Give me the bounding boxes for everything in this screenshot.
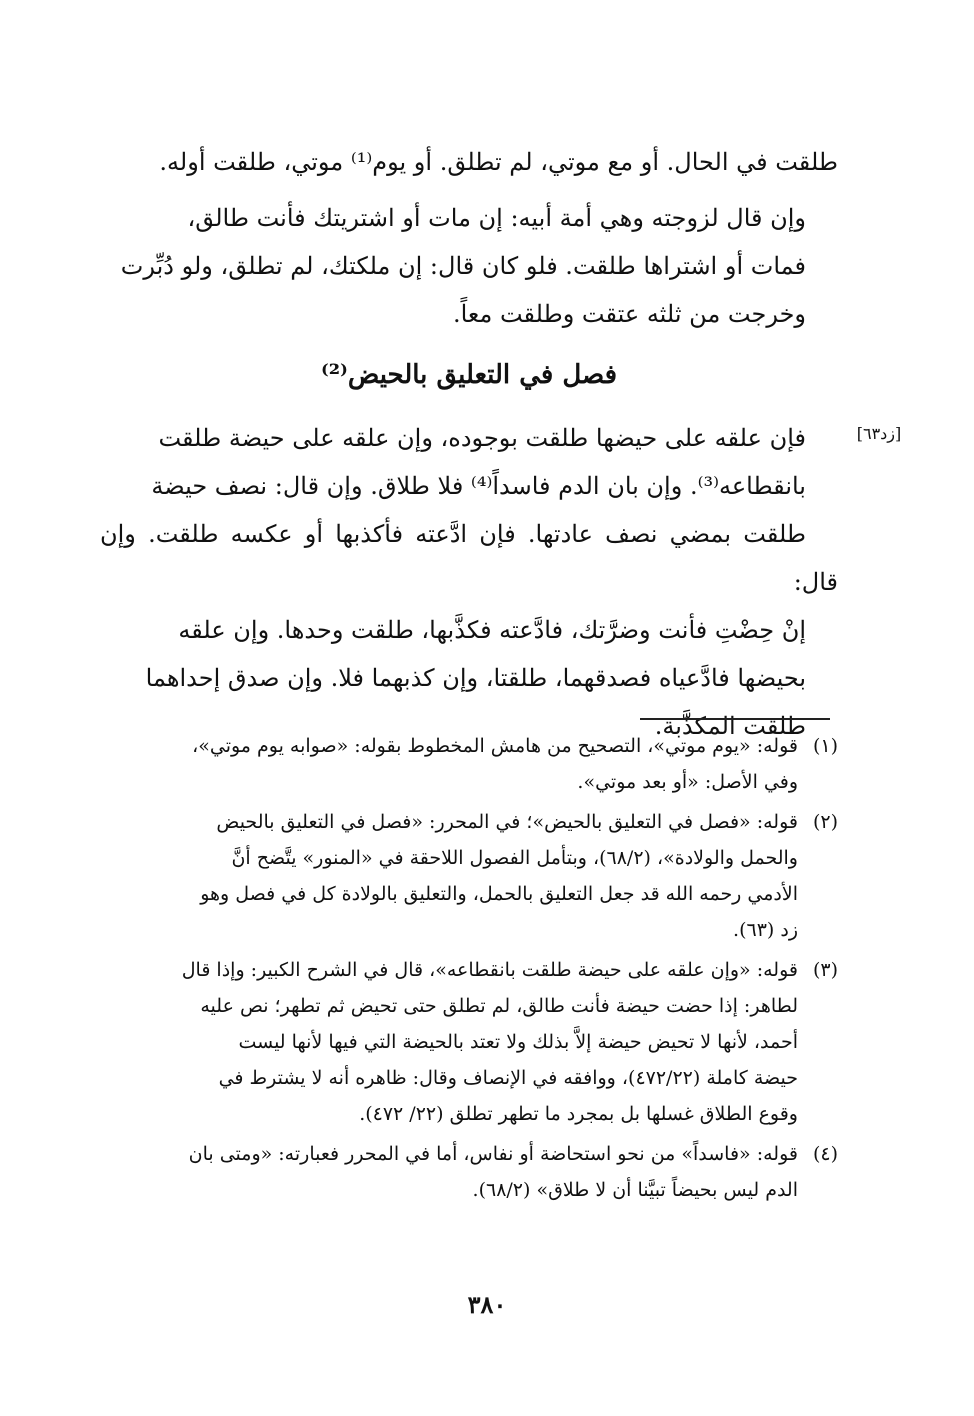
text-line: الدم ليس بحيضاً تبيَّنا أن لا طلاق» (٦٨/٢).: [472, 1179, 798, 1201]
text-line: حيضة كاملة (٤٧٢/٢٢)، ووافقه في الإنصاف وقال: ظاهره أنه لا يشترط في: [218, 1067, 798, 1089]
paragraph-3: [100, 414, 838, 750]
footnote-text: [100, 728, 798, 800]
text-line: والحمل والولادة»، (٦٨/٢)، وبتأمل الفصول اللاحقة في «المنور» يتَّضح أنَّ: [231, 847, 798, 869]
footnote-number: (٢): [812, 811, 838, 833]
text-line: وفي الأصل: «أو بعد موتي».: [577, 771, 798, 793]
footnote-number: (٣): [812, 959, 838, 981]
footnote-2: [100, 804, 838, 948]
text-line: فمات أو اشتراها طلقت. فلو كان قال: إن ملكتك، لم تطلق، ولو دُبِّرت: [120, 252, 806, 280]
text-line: لطاهر: إذا حضت حيضة فأنت طالق، لم تطلق حتى تحيض ثم تطهر؛ نص عليه: [200, 995, 798, 1017]
margin-reference: [زد٦٣]: [856, 424, 902, 443]
text-line: طلقت بمضي نصف عادتها. فإن ادَّعته فأكذبها أو عكسه طلقت. وإن قال:: [100, 520, 838, 596]
text-line: بحيضها فادَّعياه فصدقهما، طلقتا، وإن كذبهما فلا. وإن صدق إحداهما: [145, 664, 806, 692]
text-line: طلقت في الحال. أو مع موتي، لم تطلق. أو يوم⁽¹⁾ موتي، طلقت أوله.: [159, 148, 838, 176]
footnote-text: [100, 1136, 798, 1208]
text-line: قوله: «فصل في التعليق بالحيض»؛ في المحرر: «فصل في التعليق بالحيض: [216, 811, 798, 833]
text-line: إنْ حِضْتِ فأنت وضرَّتك، فادَّعته فكذَّبها، طلقت وحدها. وإن علقه: [178, 616, 806, 644]
text-line: بانقطاعه⁽³⁾. وإن بان الدم فاسداً⁽⁴⁾ فلا طلاق. وإن قال: نصف حيضة: [151, 472, 806, 500]
footnote-4: [100, 1136, 838, 1208]
footnote-number: (١): [812, 735, 838, 757]
paragraph-1: [100, 138, 838, 186]
text-line: وخرجت من ثلثه عتقت وطلقت معاً.: [452, 300, 806, 328]
text-line: وقوع الطلاق غسلها بل بمجرد ما تطهر تطلق (٢٢/ ٤٧٢).: [359, 1103, 798, 1125]
footnote-divider: [640, 718, 830, 720]
footnotes: [100, 728, 838, 1212]
footnote-text: [100, 952, 798, 1132]
text-line: طلقت المكذَّبة.: [654, 712, 806, 740]
page-number: ٣٨٠: [467, 1290, 507, 1319]
footnote-text: [100, 804, 798, 948]
footnote-3: [100, 952, 838, 1132]
text-line: قوله: «وإن علقه على حيضة طلقت بانقطاعه»، قال في الشرح الكبير: وإذا قال: [181, 959, 798, 981]
text-line: وإن قال لزوجته وهي أمة أبيه: إن مات أو اشتريتك فأنت طالق،: [187, 204, 806, 232]
footnote-1: [100, 728, 838, 800]
text-line: زد (٦٣).: [733, 919, 798, 941]
text-line: أحمد، لأنها لا تحيض حيضة إلاَّ بذلك ولا تعتد بالحيضة التي فيها لأنها ليست: [238, 1031, 798, 1053]
paragraph-2: [100, 194, 838, 338]
footnote-number: (٤): [812, 1143, 838, 1165]
section-heading: فصل في التعليق بالحيض⁽²⁾: [320, 360, 618, 390]
text-line: فإن علقه على حيضها طلقت بوجوده، وإن علقه على حيضة طلقت: [158, 424, 806, 452]
text-line: قوله: «يوم موتي»، التصحيح من هامش المخطوط بقوله: «صوابه يوم موتي»،: [192, 735, 798, 757]
text-line: الأدمي رحمه الله قد جعل التعليق بالحمل، والتعليق بالولادة كل في فصل وهو: [200, 883, 798, 905]
text-line: قوله: «فاسداً» من نحو استحاضة أو نفاس، أما في المحرر فعبارته: «ومتى بان: [188, 1143, 798, 1165]
